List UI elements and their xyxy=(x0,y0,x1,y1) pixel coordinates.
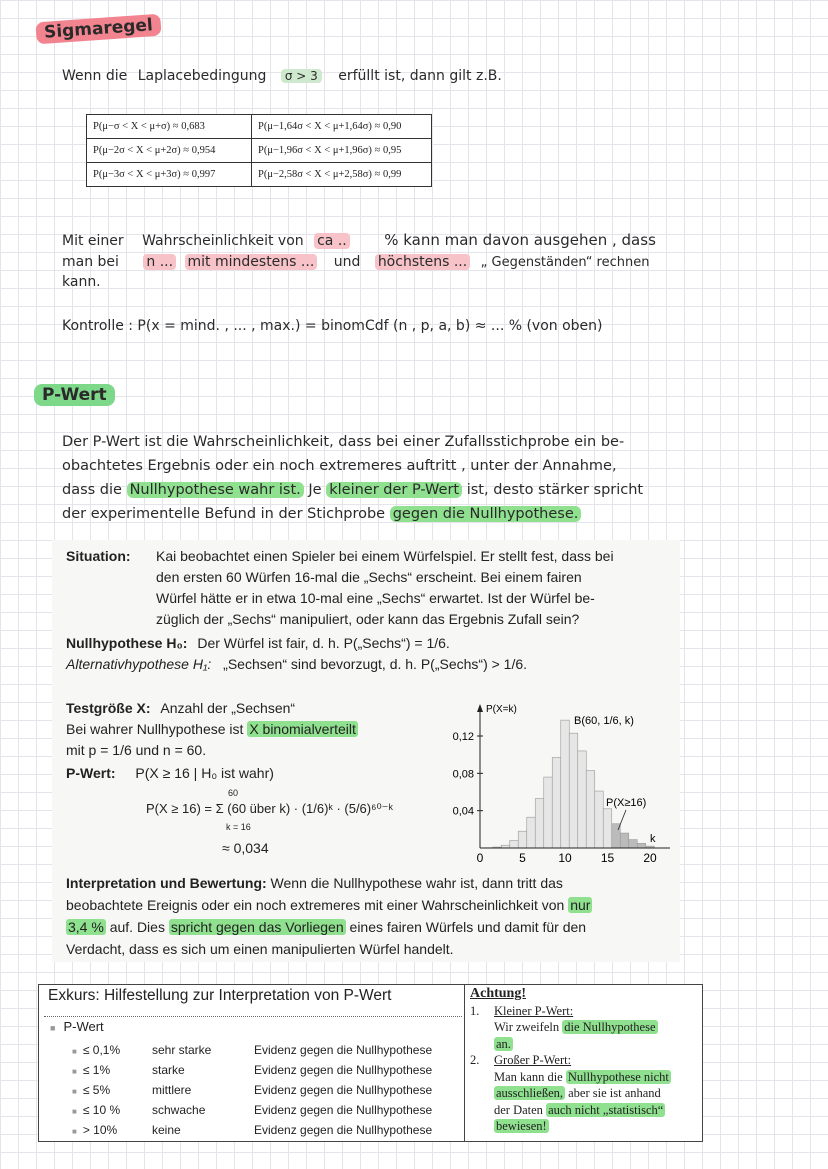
table-cell: P(μ−1,64σ < X < μ+1,64σ) ≈ 0,90 xyxy=(252,115,432,139)
interpretation xyxy=(66,872,676,960)
item-text xyxy=(494,1085,671,1102)
params-line: mit p = 1/6 und n = 60. xyxy=(66,742,207,758)
achtung-item xyxy=(470,1003,700,1053)
level: schwache xyxy=(152,1103,206,1117)
text: 3,4 % xyxy=(68,919,104,935)
sigma-table xyxy=(86,114,432,187)
level: sehr starke xyxy=(152,1043,212,1057)
table-cell: P(μ−3σ < X < μ+3σ) ≈ 0,997 xyxy=(87,163,252,187)
y-ticks xyxy=(453,731,483,818)
interp-line xyxy=(66,894,676,916)
text: n ... xyxy=(143,254,176,270)
evidence: Evidenz gegen die Nullhypothese xyxy=(254,1123,433,1137)
interp-label: Interpretation und Bewertung: xyxy=(66,875,267,891)
x-tick-label: 0 xyxy=(476,851,484,865)
x-tick-label: 5 xyxy=(519,851,526,865)
text: P-Wert xyxy=(63,1019,104,1034)
test-label: Testgröße X: xyxy=(66,700,151,716)
text: ausschließen, xyxy=(496,1086,563,1100)
situation-block xyxy=(66,546,676,630)
bar xyxy=(603,809,612,848)
text: „ Gegenständen“ rechnen xyxy=(480,255,650,270)
text: spricht gegen das Vorliegen xyxy=(170,919,344,935)
bar xyxy=(569,733,578,848)
level: starke xyxy=(152,1063,185,1077)
interp-line xyxy=(66,916,676,938)
bar xyxy=(629,840,638,848)
y-axis-arrow-icon xyxy=(477,704,483,712)
bar xyxy=(535,799,544,848)
h0-label: Nullhypothese H₀: xyxy=(66,635,188,651)
item-body xyxy=(494,1052,671,1135)
situation-line: den ersten 60 Würfen 16-mal die „Sechs“ erscheint. Bei einem fairen xyxy=(156,569,582,585)
threshold: ≤ 5% xyxy=(82,1083,111,1097)
pwert-definition xyxy=(62,430,643,526)
text: auch nicht „statistisch“ xyxy=(548,1102,664,1117)
bullet-icon: ■ xyxy=(72,1087,77,1096)
text: der Daten xyxy=(494,1102,543,1117)
sigma-title-wrap xyxy=(36,15,161,43)
threshold: ≤ 10 % xyxy=(82,1103,121,1117)
sigma-kontrolle: Kontrolle : P(x = mind. , ... , max.) = binomCdf (n , p, a, b) ≈ ... % (von oben) xyxy=(62,318,603,334)
formula-sub: k = 16 xyxy=(226,822,251,832)
text: Wenn die Nullhypothese wahr ist, dann tritt das xyxy=(266,875,563,891)
table-row xyxy=(72,1100,438,1120)
text: Je xyxy=(308,482,322,498)
binomial-chart xyxy=(432,700,680,868)
table-cell: P(μ−2σ < X < μ+2σ) ≈ 0,954 xyxy=(87,139,252,163)
table-cell: P(μ−2,58σ < X < μ+2,58σ) ≈ 0,99 xyxy=(252,163,432,187)
exkurs-title: Exkurs: Hilfestellung zur Interpretation von P-Wert xyxy=(48,987,392,1004)
chart-annotation: P(X≥16) xyxy=(606,797,647,809)
bullet-icon: ■ xyxy=(72,1047,77,1056)
formula-sup: 60 xyxy=(228,788,239,798)
text: mit mindestens ... xyxy=(185,254,318,270)
bino-line xyxy=(66,719,446,740)
text: Man kann die xyxy=(494,1069,563,1084)
pwert-text: P(X ≥ 16 | H₀ ist wahr) xyxy=(135,765,274,781)
evidence: Evidenz gegen die Nullhypothese xyxy=(254,1103,433,1117)
situation xyxy=(66,546,676,675)
x-tick-label: 10 xyxy=(558,851,572,865)
table-row xyxy=(87,115,432,139)
annotation-pointer xyxy=(618,810,626,830)
text: beobachtete Ereignis oder ein noch extremeres mit einer Wahrscheinlichkeit von xyxy=(66,897,565,913)
text: Nullhypothese nicht xyxy=(567,1069,669,1084)
text: % kann man davon ausgehen , dass xyxy=(384,231,656,249)
exkurs-table xyxy=(72,1040,438,1140)
situation-line: Kai beobachtet einen Spieler bei einem Würfelspiel. Er stellt fest, dass bei xyxy=(156,548,614,564)
item-text xyxy=(494,1102,671,1119)
sigma-mit-line xyxy=(62,230,656,251)
chart-title: B(60, 1/6, k) xyxy=(574,715,634,727)
intro-after: erfüllt ist, dann gilt z.B. xyxy=(338,68,502,84)
text: nur xyxy=(570,897,591,913)
item-text xyxy=(494,1069,671,1086)
achtung-panel xyxy=(470,986,700,1135)
bar xyxy=(510,841,519,848)
x-ticks xyxy=(477,851,657,865)
evidence: Evidenz gegen die Nullhypothese xyxy=(254,1083,433,1097)
bullet-icon: ■ xyxy=(72,1067,77,1076)
definition-line: obachtetes Ergebnis oder ein noch extremeres auftritt , unter der Annahme, xyxy=(62,458,617,474)
table-row xyxy=(87,139,432,163)
item-number: 2. xyxy=(470,1053,480,1067)
text: die Nullhypothese xyxy=(564,1020,656,1034)
definition-line xyxy=(62,478,643,502)
exkurs-title-rule xyxy=(44,1016,462,1017)
sigma-man-line xyxy=(62,252,649,273)
evidence: Evidenz gegen die Nullhypothese xyxy=(254,1043,433,1057)
y-tick-label: 0,04 xyxy=(452,805,474,818)
intro-laplace: Laplacebedingung xyxy=(137,68,267,84)
text: und xyxy=(333,254,361,270)
item-text xyxy=(494,1118,671,1135)
exkurs-pwert-item xyxy=(50,1019,104,1034)
h0-text: Der Würfel ist fair, d. h. P(„Sechs“) = 1/6. xyxy=(197,635,450,651)
item-number: 1. xyxy=(470,1003,480,1018)
text: ist, desto stärker spricht xyxy=(466,482,644,498)
text: Nullhypothese wahr ist. xyxy=(127,482,304,498)
text: höchstens ... xyxy=(375,254,470,270)
table-row xyxy=(72,1040,438,1060)
text: Mit einer xyxy=(62,233,124,249)
pwert-label: P-Wert: xyxy=(66,765,116,781)
threshold: > 10% xyxy=(82,1123,118,1137)
pwert-title-wrap xyxy=(34,384,115,406)
h1-line xyxy=(66,654,676,675)
h1-text: „Sechsen“ sind bevorzugt, d. h. P(„Sechs“) > 1/6. xyxy=(223,656,528,672)
situation-label: Situation: xyxy=(66,548,131,564)
sigma-intro xyxy=(62,68,502,84)
text: X binomialverteilt xyxy=(249,721,356,737)
formula-result: ≈ 0,034 xyxy=(222,840,269,856)
y-label: P(X=k) xyxy=(486,704,517,715)
text: der experimentelle Befund in der Stichprobe xyxy=(62,506,386,522)
table-row xyxy=(87,163,432,187)
bullet-icon: ■ xyxy=(72,1127,77,1136)
bar xyxy=(552,757,561,848)
bar xyxy=(527,817,536,848)
text: Bei wahrer Nullhypothese ist xyxy=(66,721,244,737)
h1-label: Alternativhypothese H₁: xyxy=(66,656,212,672)
situation-line: Würfel hätte er in etwa 10-mal eine „Sechs“ erwartet. Ist der Würfel be- xyxy=(156,590,595,606)
level: keine xyxy=(152,1123,181,1137)
text: Wahrscheinlichkeit von xyxy=(142,233,304,249)
interp-line: Verdacht, dass es sich um einen manipulierten Würfel handelt. xyxy=(66,941,454,957)
test-text: Anzahl der „Sechsen“ xyxy=(160,700,296,716)
table-row xyxy=(72,1080,438,1100)
bar xyxy=(561,720,570,848)
item-head: Großer P-Wert: xyxy=(494,1053,572,1067)
intro-sigma: σ > 3 xyxy=(281,69,322,83)
table-row xyxy=(72,1120,438,1140)
text: eines fairen Würfels und damit für den xyxy=(345,919,587,935)
bar xyxy=(637,843,646,848)
pwert-title: P-Wert xyxy=(34,384,115,406)
item-text xyxy=(494,1036,658,1053)
situation-line: züglich der „Sechs“ manipuliert, oder kann das Ergebnis Zufall sein? xyxy=(156,611,580,627)
bullet-icon: ■ xyxy=(50,1023,56,1033)
evidence: Evidenz gegen die Nullhypothese xyxy=(254,1063,433,1077)
text: dass die xyxy=(62,482,122,498)
bar xyxy=(544,777,553,848)
exkurs-divider xyxy=(464,984,465,1142)
achtung-item xyxy=(470,1052,700,1135)
table-cell: P(μ−σ < X < μ+σ) ≈ 0,683 xyxy=(87,115,252,139)
interp-line xyxy=(66,872,676,894)
text: an. xyxy=(496,1036,511,1051)
sigma-title: Sigmaregel xyxy=(35,14,161,45)
item-text xyxy=(494,1019,658,1036)
text: aber sie ist anhand xyxy=(568,1086,661,1100)
pwert-line xyxy=(66,763,446,784)
text: bewiesen! xyxy=(496,1119,547,1133)
bar xyxy=(586,771,595,848)
sigma-kann: kann. xyxy=(62,274,101,290)
text: ca .. xyxy=(314,233,350,249)
test-block xyxy=(66,698,446,784)
item-head: Kleiner P-Wert: xyxy=(494,1003,574,1018)
text: kleiner der P-Wert xyxy=(326,482,462,498)
text: auf. Dies xyxy=(105,919,169,935)
y-tick-label: 0,08 xyxy=(452,768,474,781)
formula: P(X ≥ 16) = Σ (60 über k) · (1/6)ᵏ · (5/6)⁶⁰⁻ᵏ xyxy=(146,801,393,816)
situation-text xyxy=(156,546,614,630)
threshold: ≤ 1% xyxy=(82,1063,111,1077)
achtung-title: Achtung! xyxy=(470,986,527,1001)
text: man bei xyxy=(62,254,119,270)
x-tick-label: 20 xyxy=(643,851,657,865)
bar xyxy=(578,751,587,848)
test-line xyxy=(66,698,446,719)
x-label: k xyxy=(650,833,656,845)
text: gegen die Nullhypothese. xyxy=(390,506,582,522)
bar xyxy=(595,791,604,848)
definition-line xyxy=(62,502,643,526)
h0-line xyxy=(66,633,676,654)
item-body xyxy=(494,1003,658,1053)
bar xyxy=(620,833,629,848)
definition-line: Der P-Wert ist die Wahrscheinlichkeit, dass bei einer Zufallsstichprobe ein be- xyxy=(62,434,625,450)
threshold: ≤ 0,1% xyxy=(82,1043,121,1057)
y-tick-label: 0,12 xyxy=(452,731,474,743)
table-cell: P(μ−1,96σ < X < μ+1,96σ) ≈ 0,95 xyxy=(252,139,432,163)
text: Wir zweifeln xyxy=(494,1020,560,1034)
bullet-icon: ■ xyxy=(72,1107,77,1116)
level: mittlere xyxy=(152,1083,192,1097)
intro-text: Wenn die xyxy=(62,68,128,84)
table-row xyxy=(72,1060,438,1080)
bar xyxy=(518,831,527,848)
bars-group xyxy=(484,720,654,848)
x-tick-label: 15 xyxy=(600,851,615,865)
